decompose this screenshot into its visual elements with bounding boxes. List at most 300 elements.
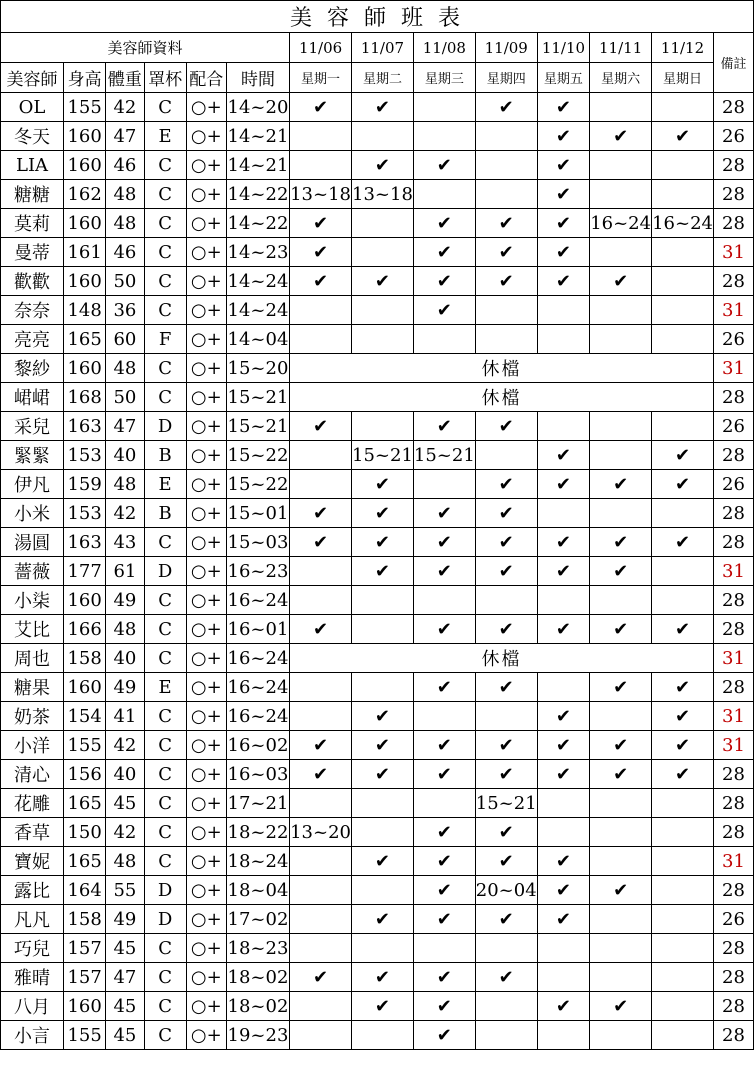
shift-cell — [290, 934, 352, 963]
shift-cell — [590, 934, 652, 963]
shift-cell — [590, 441, 652, 470]
shift-cell: ✔ — [537, 905, 590, 934]
shift-cell — [652, 412, 714, 441]
shift-cell: ✔ — [352, 847, 414, 876]
match-cell: ○+ — [186, 905, 226, 934]
table-row — [1, 702, 754, 731]
height-cell: 177 — [64, 557, 106, 586]
shift-cell — [413, 934, 475, 963]
shift-cell: ✔ — [590, 470, 652, 499]
shift-cell: ✔ — [352, 470, 414, 499]
stylist-name: 曼蒂 — [1, 238, 64, 267]
shift-cell — [590, 325, 652, 354]
shift-cell — [652, 238, 714, 267]
remark-cell: 31 — [713, 238, 753, 267]
shift-cell: ✔ — [652, 702, 714, 731]
stylist-name: 緊緊 — [1, 441, 64, 470]
match-cell: ○+ — [186, 731, 226, 760]
shift-cell: ✔ — [413, 151, 475, 180]
shift-cell: ✔ — [475, 905, 537, 934]
shift-cell — [352, 209, 414, 238]
stylist-name: 黎紗 — [1, 354, 64, 383]
height-cell: 160 — [64, 586, 106, 615]
match-cell: ○+ — [186, 412, 226, 441]
cup-cell: C — [144, 296, 186, 325]
time-cell: 16~03 — [226, 760, 289, 789]
stylist-name: 奶茶 — [1, 702, 64, 731]
shift-cell: 15~21 — [475, 789, 537, 818]
remark-cell: 28 — [713, 441, 753, 470]
weight-cell: 46 — [106, 151, 144, 180]
shift-cell: ✔ — [537, 528, 590, 557]
match-cell: ○+ — [186, 383, 226, 412]
shift-cell: ✔ — [475, 818, 537, 847]
shift-cell: ✔ — [413, 818, 475, 847]
shift-cell — [413, 702, 475, 731]
shift-cell: ✔ — [590, 992, 652, 1021]
table-row — [1, 296, 754, 325]
shift-cell — [290, 557, 352, 586]
time-cell: 14~23 — [226, 238, 289, 267]
shift-cell — [413, 122, 475, 151]
cup-cell: C — [144, 93, 186, 122]
cup-cell: E — [144, 673, 186, 702]
shift-cell — [590, 1021, 652, 1050]
height-cell: 160 — [64, 673, 106, 702]
shift-cell — [475, 180, 537, 209]
shift-cell: ✔ — [413, 905, 475, 934]
shift-cell: ✔ — [652, 673, 714, 702]
shift-cell — [652, 325, 714, 354]
time-cell: 18~24 — [226, 847, 289, 876]
shift-cell — [413, 470, 475, 499]
shift-cell — [590, 586, 652, 615]
shift-cell — [352, 615, 414, 644]
time-cell: 18~22 — [226, 818, 289, 847]
date-header: 11/07 — [352, 33, 414, 63]
group-header: 美容師資料 — [1, 33, 290, 63]
time-cell: 16~02 — [226, 731, 289, 760]
weight-cell: 36 — [106, 296, 144, 325]
match-cell: ○+ — [186, 789, 226, 818]
weight-cell: 61 — [106, 557, 144, 586]
remark-cell: 28 — [713, 1021, 753, 1050]
table-row — [1, 992, 754, 1021]
shift-cell — [352, 122, 414, 151]
shift-cell: ✔ — [290, 93, 352, 122]
time-cell: 18~02 — [226, 963, 289, 992]
shift-cell — [290, 673, 352, 702]
shift-cell: ✔ — [413, 731, 475, 760]
shift-cell: ✔ — [537, 93, 590, 122]
leave-cell: 休檔 — [290, 644, 714, 673]
stylist-name: 糖糖 — [1, 180, 64, 209]
stylist-name: 小洋 — [1, 731, 64, 760]
shift-cell: ✔ — [652, 470, 714, 499]
cup-cell: E — [144, 470, 186, 499]
cup-cell: C — [144, 586, 186, 615]
cup-cell: B — [144, 441, 186, 470]
shift-cell: ✔ — [475, 412, 537, 441]
remark-cell: 26 — [713, 905, 753, 934]
shift-cell: ✔ — [352, 557, 414, 586]
height-cell: 162 — [64, 180, 106, 209]
table-row — [1, 122, 754, 151]
table-row — [1, 818, 754, 847]
shift-cell: ✔ — [352, 93, 414, 122]
match-cell: ○+ — [186, 702, 226, 731]
shift-cell: ✔ — [290, 238, 352, 267]
shift-cell: ✔ — [413, 760, 475, 789]
shift-cell: ✔ — [590, 760, 652, 789]
remark-cell: 26 — [713, 470, 753, 499]
table-row — [1, 354, 754, 383]
shift-cell: ✔ — [413, 876, 475, 905]
match-cell: ○+ — [186, 615, 226, 644]
cup-cell: C — [144, 267, 186, 296]
weekday-header: 星期六 — [590, 63, 652, 93]
remark-cell: 31 — [713, 557, 753, 586]
time-cell: 18~04 — [226, 876, 289, 905]
shift-cell — [475, 702, 537, 731]
date-header: 11/06 — [290, 33, 352, 63]
shift-cell: ✔ — [590, 557, 652, 586]
match-cell: ○+ — [186, 470, 226, 499]
height-cell: 160 — [64, 151, 106, 180]
shift-cell: ✔ — [537, 122, 590, 151]
match-cell: ○+ — [186, 93, 226, 122]
match-cell: ○+ — [186, 151, 226, 180]
time-cell: 16~24 — [226, 673, 289, 702]
stylist-name: 清心 — [1, 760, 64, 789]
shift-cell — [652, 499, 714, 528]
shift-cell: ✔ — [352, 963, 414, 992]
shift-cell: ✔ — [590, 122, 652, 151]
remark-cell: 28 — [713, 528, 753, 557]
shift-cell: ✔ — [475, 528, 537, 557]
shift-cell — [290, 470, 352, 499]
shift-cell: ✔ — [475, 760, 537, 789]
shift-cell: ✔ — [290, 499, 352, 528]
shift-cell — [475, 441, 537, 470]
table-row — [1, 615, 754, 644]
time-cell: 14~24 — [226, 267, 289, 296]
match-cell: ○+ — [186, 644, 226, 673]
cup-cell: C — [144, 760, 186, 789]
time-cell: 16~01 — [226, 615, 289, 644]
remark-cell: 28 — [713, 499, 753, 528]
cup-cell: C — [144, 992, 186, 1021]
cup-cell: C — [144, 151, 186, 180]
weight-cell: 60 — [106, 325, 144, 354]
stylist-name: 小柒 — [1, 586, 64, 615]
match-cell: ○+ — [186, 586, 226, 615]
table-row — [1, 267, 754, 296]
shift-cell — [537, 499, 590, 528]
table-row — [1, 673, 754, 702]
shift-cell — [537, 296, 590, 325]
leave-cell: 休檔 — [290, 354, 714, 383]
date-header: 11/09 — [475, 33, 537, 63]
cup-cell: E — [144, 122, 186, 151]
stylist-name: 糖果 — [1, 673, 64, 702]
stylist-name: 艾比 — [1, 615, 64, 644]
remark-cell: 31 — [713, 644, 753, 673]
shift-cell: ✔ — [652, 731, 714, 760]
shift-cell: ✔ — [413, 615, 475, 644]
table-row — [1, 789, 754, 818]
remark-cell: 28 — [713, 93, 753, 122]
shift-cell: ✔ — [290, 267, 352, 296]
cup-cell: C — [144, 209, 186, 238]
height-cell: 155 — [64, 731, 106, 760]
shift-cell: ✔ — [290, 209, 352, 238]
shift-cell — [652, 818, 714, 847]
shift-cell: ✔ — [652, 615, 714, 644]
stylist-name: 伊凡 — [1, 470, 64, 499]
weekday-header: 星期二 — [352, 63, 414, 93]
shift-cell — [290, 151, 352, 180]
shift-cell — [290, 325, 352, 354]
shift-cell: ✔ — [652, 760, 714, 789]
height-cell: 154 — [64, 702, 106, 731]
weight-cell: 49 — [106, 905, 144, 934]
height-cell: 160 — [64, 209, 106, 238]
shift-cell: ✔ — [652, 528, 714, 557]
time-cell: 17~21 — [226, 789, 289, 818]
table-row — [1, 238, 754, 267]
shift-cell: ✔ — [475, 93, 537, 122]
shift-cell: ✔ — [590, 267, 652, 296]
remark-cell: 28 — [713, 267, 753, 296]
shift-cell: ✔ — [413, 557, 475, 586]
shift-cell — [652, 963, 714, 992]
weight-cell: 45 — [106, 992, 144, 1021]
match-cell: ○+ — [186, 267, 226, 296]
shift-cell — [652, 876, 714, 905]
time-cell: 19~23 — [226, 1021, 289, 1050]
shift-cell: ✔ — [413, 499, 475, 528]
shift-cell: ✔ — [475, 615, 537, 644]
remark-cell: 28 — [713, 151, 753, 180]
stylist-name: 冬天 — [1, 122, 64, 151]
cup-cell: C — [144, 238, 186, 267]
shift-cell — [352, 876, 414, 905]
stylist-name: 峮峮 — [1, 383, 64, 412]
shift-cell: ✔ — [537, 441, 590, 470]
shift-cell — [537, 934, 590, 963]
leave-cell: 休檔 — [290, 383, 714, 412]
cup-cell: C — [144, 180, 186, 209]
table-row — [1, 93, 754, 122]
shift-cell: ✔ — [537, 267, 590, 296]
time-cell: 16~24 — [226, 586, 289, 615]
stylist-name: 八月 — [1, 992, 64, 1021]
shift-cell — [290, 1021, 352, 1050]
table-row — [1, 180, 754, 209]
weight-cell: 42 — [106, 499, 144, 528]
remark-cell: 28 — [713, 586, 753, 615]
match-cell: ○+ — [186, 296, 226, 325]
time-cell: 16~24 — [226, 702, 289, 731]
shift-cell: ✔ — [352, 499, 414, 528]
table-row — [1, 325, 754, 354]
weight-cell: 46 — [106, 238, 144, 267]
shift-cell — [652, 557, 714, 586]
weight-cell: 50 — [106, 383, 144, 412]
cup-cell: B — [144, 499, 186, 528]
shift-cell: ✔ — [590, 731, 652, 760]
time-cell: 15~03 — [226, 528, 289, 557]
shift-cell — [652, 151, 714, 180]
shift-cell — [290, 296, 352, 325]
weight-cell: 42 — [106, 93, 144, 122]
shift-cell: ✔ — [537, 557, 590, 586]
weight-cell: 48 — [106, 354, 144, 383]
shift-cell — [413, 325, 475, 354]
table-row — [1, 847, 754, 876]
cup-cell: D — [144, 412, 186, 441]
shift-cell — [352, 934, 414, 963]
remark-cell: 26 — [713, 412, 753, 441]
height-cell: 168 — [64, 383, 106, 412]
match-cell: ○+ — [186, 818, 226, 847]
shift-cell: ✔ — [537, 209, 590, 238]
height-cell: 166 — [64, 615, 106, 644]
time-cell: 17~02 — [226, 905, 289, 934]
shift-cell: 15~21 — [413, 441, 475, 470]
shift-cell: 13~20 — [290, 818, 352, 847]
shift-cell: ✔ — [652, 441, 714, 470]
match-cell: ○+ — [186, 499, 226, 528]
shift-cell: ✔ — [652, 122, 714, 151]
shift-cell — [290, 122, 352, 151]
shift-cell — [590, 702, 652, 731]
time-cell: 14~04 — [226, 325, 289, 354]
match-cell: ○+ — [186, 441, 226, 470]
shift-cell: ✔ — [537, 238, 590, 267]
shift-cell — [290, 441, 352, 470]
cup-cell: D — [144, 905, 186, 934]
remark-header: 備註 — [713, 33, 753, 93]
cup-cell: C — [144, 934, 186, 963]
shift-cell — [537, 586, 590, 615]
height-cell: 164 — [64, 876, 106, 905]
remark-cell: 28 — [713, 760, 753, 789]
shift-cell — [537, 1021, 590, 1050]
shift-cell: ✔ — [537, 847, 590, 876]
stylist-name: 薔薇 — [1, 557, 64, 586]
shift-cell — [352, 673, 414, 702]
time-cell: 15~21 — [226, 412, 289, 441]
height-cell: 155 — [64, 1021, 106, 1050]
column-header-height: 身高 — [64, 63, 106, 93]
shift-cell: ✔ — [413, 209, 475, 238]
table-row — [1, 760, 754, 789]
shift-cell — [590, 93, 652, 122]
shift-cell: ✔ — [352, 731, 414, 760]
shift-cell: ✔ — [352, 702, 414, 731]
time-cell: 14~20 — [226, 93, 289, 122]
shift-cell — [590, 847, 652, 876]
stylist-name: 歡歡 — [1, 267, 64, 296]
weight-cell: 49 — [106, 673, 144, 702]
time-cell: 16~24 — [226, 644, 289, 673]
shift-cell — [352, 296, 414, 325]
shift-cell — [590, 238, 652, 267]
cup-cell: C — [144, 789, 186, 818]
weight-cell: 48 — [106, 180, 144, 209]
cup-cell: C — [144, 963, 186, 992]
match-cell: ○+ — [186, 238, 226, 267]
shift-cell — [290, 702, 352, 731]
stylist-name: 奈奈 — [1, 296, 64, 325]
shift-cell — [413, 789, 475, 818]
shift-cell: ✔ — [475, 847, 537, 876]
shift-cell — [475, 586, 537, 615]
match-cell: ○+ — [186, 673, 226, 702]
stylist-name: 湯圓 — [1, 528, 64, 557]
shift-cell — [290, 586, 352, 615]
weight-cell: 45 — [106, 934, 144, 963]
shift-cell — [590, 905, 652, 934]
weight-cell: 40 — [106, 644, 144, 673]
shift-cell: 16~24 — [590, 209, 652, 238]
table-row — [1, 905, 754, 934]
weight-cell: 40 — [106, 760, 144, 789]
stylist-name: 雅晴 — [1, 963, 64, 992]
remark-cell: 28 — [713, 180, 753, 209]
remark-cell: 28 — [713, 818, 753, 847]
weight-cell: 48 — [106, 209, 144, 238]
shift-cell: ✔ — [290, 412, 352, 441]
height-cell: 153 — [64, 441, 106, 470]
cup-cell: D — [144, 557, 186, 586]
shift-cell — [590, 963, 652, 992]
shift-cell: ✔ — [413, 528, 475, 557]
shift-cell: ✔ — [537, 180, 590, 209]
shift-cell: ✔ — [413, 238, 475, 267]
weight-cell: 43 — [106, 528, 144, 557]
shift-cell — [352, 818, 414, 847]
shift-cell: ✔ — [290, 528, 352, 557]
shift-cell: ✔ — [590, 876, 652, 905]
height-cell: 153 — [64, 499, 106, 528]
weight-cell: 47 — [106, 122, 144, 151]
shift-cell — [290, 876, 352, 905]
shift-cell — [413, 586, 475, 615]
shift-cell — [652, 789, 714, 818]
remark-cell: 31 — [713, 354, 753, 383]
shift-cell: ✔ — [475, 731, 537, 760]
shift-cell — [652, 93, 714, 122]
weight-cell: 50 — [106, 267, 144, 296]
stylist-name: 巧兒 — [1, 934, 64, 963]
shift-cell — [590, 499, 652, 528]
shift-cell — [475, 122, 537, 151]
match-cell: ○+ — [186, 557, 226, 586]
stylist-name: 周也 — [1, 644, 64, 673]
shift-cell: ✔ — [413, 267, 475, 296]
height-cell: 163 — [64, 412, 106, 441]
shift-cell — [290, 905, 352, 934]
match-cell: ○+ — [186, 876, 226, 905]
shift-cell — [590, 412, 652, 441]
shift-cell — [590, 151, 652, 180]
shift-cell — [475, 934, 537, 963]
shift-cell — [537, 789, 590, 818]
shift-cell — [352, 238, 414, 267]
